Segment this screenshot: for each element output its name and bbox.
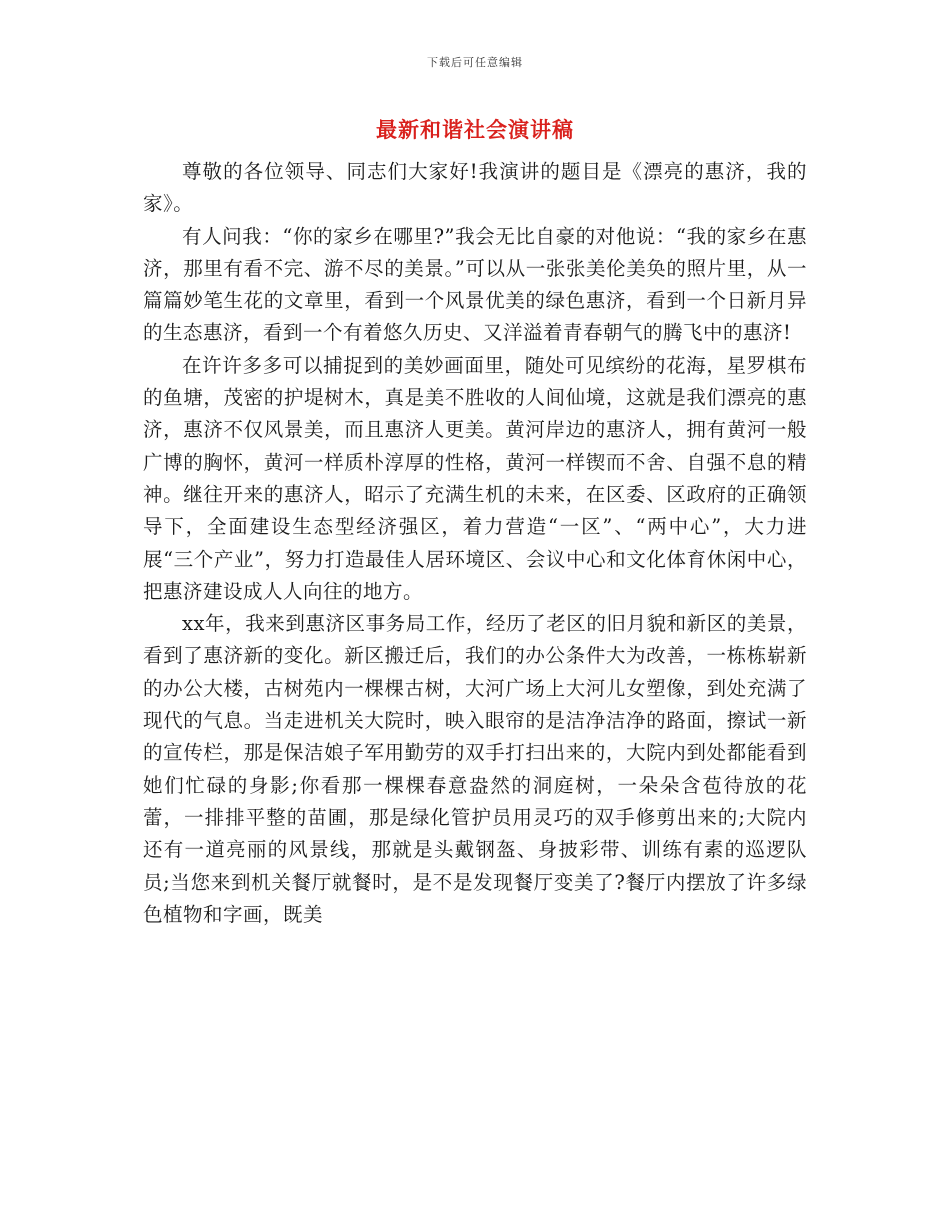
document-body <box>143 156 807 931</box>
document-title: 最新和谐社会演讲稿 <box>376 118 574 142</box>
paragraph-greeting: 尊敬的各位领导、同志们大家好!我演讲的题目是《漂亮的惠济，我的家》。 <box>143 160 807 216</box>
paragraph-scenery: 在许许多多可以捕捉到的美妙画面里，随处可见缤纷的花海，星罗棋布的鱼塘，茂密的护堤树木，真是美不胜收的人间仙境，这就是我们漂亮的惠济，惠济不仅风景美，而且惠济人更美。黄河岸边的惠济人，拥有黄河一般广博的胸怀，黄河一样质朴淳厚的性格，黄河一样锲而不舍、自强不息的精神。继往开来的惠济人，昭示了充满生机的未来，在区委、区政府的正确领导下，全面建设生态型经济强区，着力营造“一区”、“两中心”，大力进展“三个产业”，努力打造最佳人居环境区、会议中心和文化体育休闲中心，把惠济建设成人人向往的地方。 <box>143 353 807 603</box>
paragraph-work: xx年，我来到惠济区事务局工作，经历了老区的旧月貌和新区的美景，看到了惠济新的变化。新区搬迁后，我们的办公条件大为改善，一栋栋崭新的办公大楼，古树苑内一棵棵古树，大河广场上大河儿女塑像，到处充满了现代的气息。当走进机关大院时，映入眼帘的是洁净洁净的路面，擦试一新的宣传栏，那是保洁娘子军用勤劳的双手打扫出来的，大院内到处都能看到她们忙碌的身影;你看那一棵棵春意盎然的洞庭树，一朵朵含苞待放的花蕾，一排排平整的苗圃，那是绿化管护员用灵巧的双手修剪出来的;大院内还有一道亮丽的风景线，那就是头戴钢盔、身披彩带、训练有素的巡逻队员;当您来到机关餐厅就餐时，是不是发现餐厅变美了?餐厅内摆放了许多绿色植物和字画，既美 <box>143 612 807 926</box>
paragraph-hometown: 有人问我：“你的家乡在哪里?”我会无比自豪的对他说：“我的家乡在惠济，那里有看不完、游不尽的美景。”可以从一张张美伦美奂的照片里，从一篇篇妙笔生花的文章里，看到一个风景优美的绿色惠济，看到一个日新月异的生态惠济，看到一个有着悠久历史、又洋溢着青春朝气的腾飞中的惠济! <box>143 224 807 345</box>
page-header: 下载后可任意编辑 <box>427 56 523 69</box>
